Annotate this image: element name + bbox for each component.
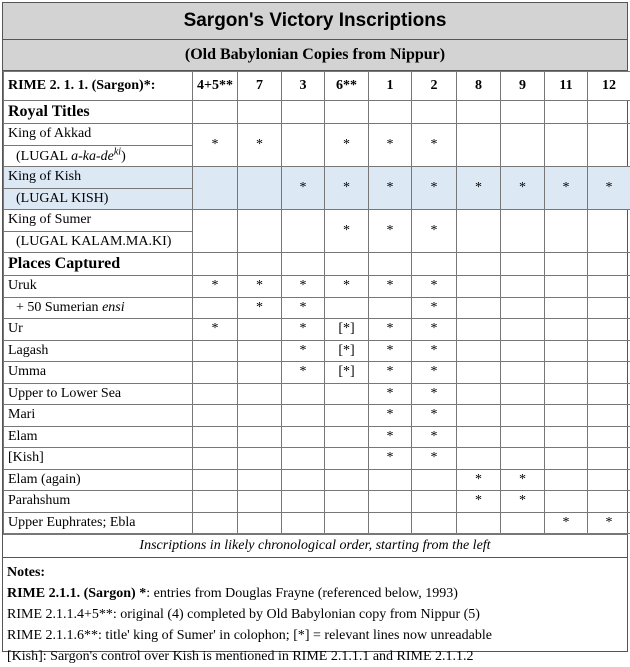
mark-cell <box>412 491 457 513</box>
mark-cell <box>412 512 457 534</box>
empty-cell <box>325 253 369 276</box>
mark-cell <box>282 210 325 253</box>
mark-cell <box>238 167 282 210</box>
mark-cell <box>501 210 545 253</box>
mark-cell <box>588 210 630 253</box>
empty-cell <box>193 253 238 276</box>
mark-cell <box>193 167 238 210</box>
mark-cell: * <box>282 319 325 341</box>
mark-cell <box>588 426 630 448</box>
mark-cell: * <box>282 297 325 319</box>
mark-cell: * <box>369 340 412 362</box>
row-label: Elam (again) <box>4 469 193 491</box>
table-row <box>4 319 630 341</box>
mark-cell <box>588 383 630 405</box>
mark-cell <box>325 297 369 319</box>
header-rime: RIME 2. 1. 1. (Sargon)*: <box>4 72 193 101</box>
table-row <box>4 210 630 232</box>
mark-cell <box>545 405 588 427</box>
label-part: + 50 Sumerian <box>16 300 102 315</box>
header-col: 7 <box>238 72 282 101</box>
mark-cell <box>457 362 501 384</box>
section-row <box>4 253 630 276</box>
mark-cell: * <box>238 124 282 167</box>
table-row <box>4 405 630 427</box>
empty-cell <box>325 101 369 124</box>
header-col: 1 <box>369 72 412 101</box>
row-label: Upper to Lower Sea <box>4 383 193 405</box>
mark-cell <box>193 383 238 405</box>
mark-cell <box>545 340 588 362</box>
row-label: King of Kish <box>4 167 193 189</box>
mark-cell <box>588 405 630 427</box>
mark-cell: * <box>588 167 630 210</box>
mark-cell <box>282 512 325 534</box>
empty-cell <box>193 101 238 124</box>
row-sublabel <box>4 145 193 167</box>
header-col: 9 <box>501 72 545 101</box>
sublabel-part: (LUGAL <box>16 149 71 164</box>
mark-cell <box>238 469 282 491</box>
empty-cell <box>282 101 325 124</box>
mark-cell <box>457 210 501 253</box>
mark-cell <box>193 405 238 427</box>
mark-cell: * <box>545 167 588 210</box>
mark-cell: * <box>193 276 238 298</box>
empty-cell <box>412 253 457 276</box>
mark-cell: * <box>412 210 457 253</box>
mark-cell <box>588 362 630 384</box>
mark-cell <box>501 383 545 405</box>
label-italic: ensi <box>102 300 125 315</box>
table-row <box>4 512 630 534</box>
empty-cell <box>545 253 588 276</box>
mark-cell <box>412 469 457 491</box>
mark-cell: * <box>369 383 412 405</box>
mark-cell <box>325 448 369 470</box>
table-row <box>4 167 630 189</box>
mark-cell: [*] <box>325 340 369 362</box>
mark-cell <box>325 512 369 534</box>
table-row <box>4 426 630 448</box>
mark-cell <box>588 276 630 298</box>
empty-cell <box>545 101 588 124</box>
mark-cell: * <box>501 469 545 491</box>
mark-cell <box>501 448 545 470</box>
mark-cell <box>369 512 412 534</box>
mark-cell: * <box>369 405 412 427</box>
mark-cell <box>238 426 282 448</box>
mark-cell <box>545 124 588 167</box>
mark-cell: * <box>501 491 545 513</box>
empty-cell <box>501 253 545 276</box>
note-2: RIME 2.1.1.4+5**: original (4) completed by Old Babylonian copy from Nippur (5) <box>7 604 623 625</box>
mark-cell <box>588 297 630 319</box>
mark-cell <box>325 469 369 491</box>
empty-cell <box>588 101 630 124</box>
empty-cell <box>457 101 501 124</box>
row-label: Mari <box>4 405 193 427</box>
mark-cell: * <box>282 340 325 362</box>
mark-cell: * <box>412 297 457 319</box>
mark-cell: * <box>412 405 457 427</box>
mark-cell <box>238 362 282 384</box>
mark-cell <box>457 297 501 319</box>
mark-cell <box>238 512 282 534</box>
header-col: 11 <box>545 72 588 101</box>
mark-cell <box>545 362 588 384</box>
mark-cell <box>325 491 369 513</box>
sublabel-italic: a-ka-de <box>71 149 114 164</box>
mark-cell <box>501 276 545 298</box>
mark-cell <box>238 210 282 253</box>
mark-cell <box>282 124 325 167</box>
row-label: Upper Euphrates; Ebla <box>4 512 193 534</box>
mark-cell <box>238 491 282 513</box>
table-row <box>4 297 630 319</box>
row-label: King of Sumer <box>4 210 193 232</box>
table-row <box>4 124 630 146</box>
row-label: [Kish] <box>4 448 193 470</box>
mark-cell: * <box>588 512 630 534</box>
mark-cell: * <box>369 167 412 210</box>
table-row <box>4 340 630 362</box>
mark-cell <box>193 362 238 384</box>
mark-cell <box>457 405 501 427</box>
header-col: 2 <box>412 72 457 101</box>
row-label: King of Akkad <box>4 124 193 146</box>
mark-cell <box>282 405 325 427</box>
mark-cell <box>501 124 545 167</box>
header-col: 4+5** <box>193 72 238 101</box>
empty-cell <box>238 253 282 276</box>
mark-cell: * <box>369 448 412 470</box>
mark-cell: * <box>325 276 369 298</box>
mark-cell <box>457 276 501 298</box>
mark-cell <box>282 448 325 470</box>
mark-cell <box>588 340 630 362</box>
table-row <box>4 491 630 513</box>
header-col: 12 <box>588 72 630 101</box>
mark-cell <box>588 469 630 491</box>
empty-cell <box>501 101 545 124</box>
mark-cell: * <box>412 124 457 167</box>
mark-cell <box>545 319 588 341</box>
mark-cell <box>193 340 238 362</box>
mark-cell: * <box>457 469 501 491</box>
mark-cell: [*] <box>325 362 369 384</box>
mark-cell: * <box>545 512 588 534</box>
table-row <box>4 383 630 405</box>
mark-cell <box>325 426 369 448</box>
mark-cell <box>369 491 412 513</box>
mark-cell <box>193 448 238 470</box>
empty-cell <box>457 253 501 276</box>
row-label: Uruk <box>4 276 193 298</box>
row-label <box>4 297 193 319</box>
mark-cell: * <box>412 426 457 448</box>
row-label: Elam <box>4 426 193 448</box>
mark-cell: * <box>325 210 369 253</box>
mark-cell <box>193 426 238 448</box>
mark-cell: * <box>369 426 412 448</box>
page-title: Sargon's Victory Inscriptions <box>3 3 627 40</box>
mark-cell <box>238 340 282 362</box>
mark-cell <box>325 383 369 405</box>
mark-cell <box>457 124 501 167</box>
notes-heading: Notes: <box>7 565 45 580</box>
mark-cell <box>282 469 325 491</box>
row-sublabel-text: (LUGAL KISH) <box>8 191 108 206</box>
header-col: 3 <box>282 72 325 101</box>
mark-cell <box>457 448 501 470</box>
mark-cell <box>588 319 630 341</box>
note-3: RIME 2.1.1.6**: title' king of Sumer' in colophon; [*] = relevant lines now unreadable <box>7 625 623 646</box>
inscriptions-table <box>3 71 630 534</box>
mark-cell: * <box>369 124 412 167</box>
page-subtitle: (Old Babylonian Copies from Nippur) <box>3 40 627 71</box>
inscriptions-table-panel <box>2 2 628 652</box>
table-row <box>4 362 630 384</box>
mark-cell <box>238 319 282 341</box>
mark-cell <box>457 340 501 362</box>
empty-cell <box>369 253 412 276</box>
row-sublabel-text: (LUGAL KALAM.MA.KI) <box>8 234 171 249</box>
mark-cell <box>193 297 238 319</box>
empty-cell <box>588 253 630 276</box>
mark-cell <box>193 491 238 513</box>
mark-cell <box>545 297 588 319</box>
mark-cell: * <box>457 491 501 513</box>
mark-cell: * <box>325 167 369 210</box>
mark-cell: * <box>325 124 369 167</box>
mark-cell <box>545 469 588 491</box>
sublabel-superscript: ki <box>114 146 121 157</box>
mark-cell: * <box>412 319 457 341</box>
note-4: [Kish]: Sargon's control over Kish is mentioned in RIME 2.1.1.1 and RIME 2.1.1.2 <box>7 646 623 667</box>
empty-cell <box>369 101 412 124</box>
mark-cell: * <box>369 210 412 253</box>
mark-cell <box>545 448 588 470</box>
chronology-note: Inscriptions in likely chronological order, starting from the left <box>3 534 627 557</box>
row-label: Parahshum <box>4 491 193 513</box>
mark-cell <box>545 383 588 405</box>
table-row <box>4 469 630 491</box>
mark-cell <box>545 426 588 448</box>
note-1: RIME 2.1.1. (Sargon) *: entries from Douglas Frayne (referenced below, 1993) <box>7 583 623 604</box>
table-row <box>4 276 630 298</box>
mark-cell <box>501 512 545 534</box>
mark-cell <box>501 405 545 427</box>
mark-cell: * <box>193 124 238 167</box>
sublabel-part: ) <box>121 149 126 164</box>
mark-cell <box>501 319 545 341</box>
row-label: Lagash <box>4 340 193 362</box>
mark-cell: * <box>238 276 282 298</box>
mark-cell <box>282 491 325 513</box>
mark-cell <box>457 383 501 405</box>
section-places-captured: Places Captured <box>4 253 193 276</box>
mark-cell <box>325 405 369 427</box>
row-label: Umma <box>4 362 193 384</box>
mark-cell <box>369 297 412 319</box>
mark-cell: * <box>457 167 501 210</box>
mark-cell: * <box>412 276 457 298</box>
table-row <box>4 448 630 470</box>
mark-cell <box>545 491 588 513</box>
mark-cell <box>282 426 325 448</box>
mark-cell <box>369 469 412 491</box>
row-sublabel <box>4 188 193 210</box>
mark-cell <box>545 276 588 298</box>
row-sublabel-text <box>8 149 126 164</box>
mark-cell: * <box>282 167 325 210</box>
mark-cell <box>588 491 630 513</box>
mark-cell <box>501 426 545 448</box>
mark-cell: * <box>369 362 412 384</box>
mark-cell <box>501 362 545 384</box>
mark-cell: * <box>412 340 457 362</box>
mark-cell <box>588 124 630 167</box>
mark-cell: * <box>282 362 325 384</box>
mark-cell: * <box>501 167 545 210</box>
section-royal-titles: Royal Titles <box>4 101 193 124</box>
mark-cell: * <box>412 167 457 210</box>
mark-cell: * <box>412 362 457 384</box>
mark-cell: * <box>369 319 412 341</box>
mark-cell <box>193 469 238 491</box>
row-sublabel <box>4 231 193 253</box>
row-label: Ur <box>4 319 193 341</box>
row-label-text <box>8 300 125 315</box>
mark-cell <box>282 383 325 405</box>
mark-cell <box>457 319 501 341</box>
header-row <box>4 72 630 101</box>
empty-cell <box>282 253 325 276</box>
mark-cell: * <box>412 383 457 405</box>
empty-cell <box>238 101 282 124</box>
mark-cell <box>588 448 630 470</box>
header-col: 8 <box>457 72 501 101</box>
mark-cell: * <box>238 297 282 319</box>
mark-cell <box>545 210 588 253</box>
mark-cell <box>193 512 238 534</box>
mark-cell <box>238 448 282 470</box>
notes-section <box>3 557 627 667</box>
mark-cell <box>457 512 501 534</box>
mark-cell: [*] <box>325 319 369 341</box>
empty-cell <box>412 101 457 124</box>
section-row <box>4 101 630 124</box>
mark-cell <box>501 297 545 319</box>
mark-cell: * <box>193 319 238 341</box>
header-col: 6** <box>325 72 369 101</box>
mark-cell <box>193 210 238 253</box>
mark-cell <box>238 383 282 405</box>
mark-cell <box>238 405 282 427</box>
mark-cell <box>501 340 545 362</box>
mark-cell: * <box>412 448 457 470</box>
mark-cell: * <box>369 276 412 298</box>
mark-cell: * <box>282 276 325 298</box>
mark-cell <box>457 426 501 448</box>
